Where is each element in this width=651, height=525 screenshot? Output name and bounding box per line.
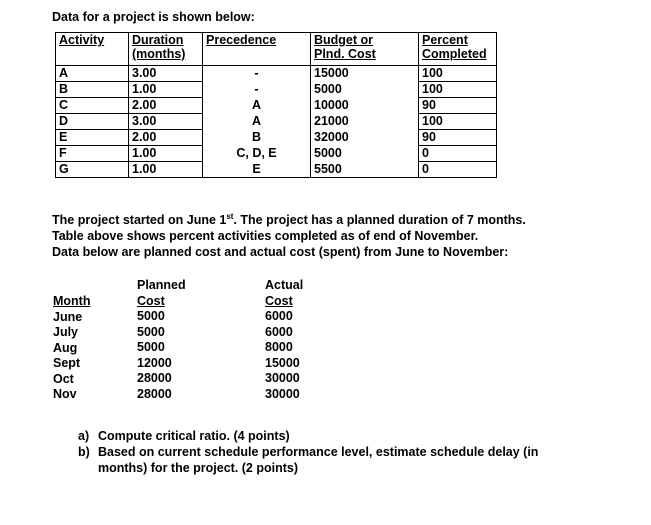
question-b-label: b) bbox=[78, 445, 90, 459]
cell-precedence: C, D, E bbox=[203, 146, 311, 162]
paragraph-line-3: Data below are planned cost and actual cost (spent) from June to November: bbox=[52, 245, 509, 259]
month-cell: July bbox=[53, 325, 79, 339]
header-percent: Percent Completed bbox=[419, 33, 497, 66]
description-paragraph bbox=[52, 212, 526, 260]
actual-cell: 6000 bbox=[265, 309, 293, 323]
table-row bbox=[56, 98, 497, 114]
planned-cell: 28000 bbox=[137, 371, 172, 385]
cell-budget: 5000 bbox=[311, 146, 419, 162]
question-a-label: a) bbox=[78, 429, 90, 443]
table-row bbox=[56, 162, 497, 178]
cell-budget: 21000 bbox=[311, 114, 419, 130]
table-header-row bbox=[56, 33, 497, 66]
month-cell: Sept bbox=[53, 356, 81, 370]
table-row bbox=[56, 82, 497, 98]
cell-precedence: B bbox=[203, 130, 311, 146]
month-cell: Oct bbox=[53, 371, 74, 386]
table-row bbox=[56, 114, 497, 130]
paragraph-line-1: The project started on June 1st. The project has a planned duration of 7 months. bbox=[52, 211, 526, 227]
cell-budget: 5000 bbox=[311, 82, 419, 98]
cell-percent: 100 bbox=[419, 66, 497, 82]
cell-percent: 90 bbox=[419, 98, 497, 114]
planned-cell: 5000 bbox=[137, 309, 165, 323]
cell-precedence: E bbox=[203, 162, 311, 178]
cell-percent: 100 bbox=[419, 82, 497, 98]
actual-cell: 6000 bbox=[265, 324, 293, 339]
planned-cost-column bbox=[137, 278, 186, 402]
table-row bbox=[56, 66, 497, 82]
month-cell: June bbox=[53, 309, 83, 324]
cell-precedence: - bbox=[203, 82, 311, 98]
question-b-continuation: months) for the project. (2 points) bbox=[98, 461, 298, 475]
cell-budget: 10000 bbox=[311, 98, 419, 114]
cell-budget: 15000 bbox=[311, 66, 419, 82]
cell-activity: E bbox=[56, 130, 129, 146]
question-b bbox=[78, 444, 538, 460]
actual-cell: 30000 bbox=[265, 386, 300, 401]
month-cell: Aug bbox=[53, 340, 78, 355]
month-column bbox=[53, 294, 90, 403]
activity-table bbox=[55, 32, 497, 178]
cell-precedence: - bbox=[203, 66, 311, 82]
table-row bbox=[56, 130, 497, 146]
planned-header-line-1: Planned bbox=[137, 278, 186, 292]
actual-header-line-1: Actual bbox=[265, 278, 304, 292]
header-duration: Duration (months) bbox=[129, 33, 203, 66]
header-activity: Activity bbox=[56, 33, 129, 66]
question-a-text: Compute critical ratio. (4 points) bbox=[98, 429, 290, 443]
cell-activity: B bbox=[56, 82, 129, 98]
cell-percent: 0 bbox=[419, 146, 497, 162]
planned-cell: 5000 bbox=[137, 324, 165, 339]
cell-percent: 0 bbox=[419, 162, 497, 178]
actual-cell: 8000 bbox=[265, 340, 293, 354]
cell-activity: C bbox=[56, 98, 129, 114]
actual-cost-column bbox=[265, 278, 303, 402]
paragraph-line-2: Table above shows percent activities completed as of end of November. bbox=[52, 229, 479, 243]
cell-duration: 1.00 bbox=[129, 82, 203, 98]
cell-duration: 2.00 bbox=[129, 98, 203, 114]
questions-list bbox=[78, 428, 538, 476]
cell-precedence: A bbox=[203, 98, 311, 114]
cell-duration: 1.00 bbox=[129, 162, 203, 178]
planned-cell: 28000 bbox=[137, 386, 172, 401]
cell-percent: 100 bbox=[419, 114, 497, 130]
planned-cell: 12000 bbox=[137, 355, 172, 370]
question-b-text-1: Based on current schedule performance level, estimate schedule delay (in bbox=[98, 445, 539, 459]
question-a bbox=[78, 428, 538, 444]
cell-duration: 3.00 bbox=[129, 66, 203, 82]
cell-duration: 1.00 bbox=[129, 146, 203, 162]
cell-budget: 5500 bbox=[311, 162, 419, 178]
actual-cell: 15000 bbox=[265, 355, 300, 370]
cell-precedence: A bbox=[203, 114, 311, 130]
planned-header-line-2: Cost bbox=[137, 293, 165, 308]
cell-activity: G bbox=[56, 162, 129, 178]
table-row bbox=[56, 146, 497, 162]
cell-duration: 2.00 bbox=[129, 130, 203, 146]
cell-activity: D bbox=[56, 114, 129, 130]
month-cell: Nov bbox=[53, 387, 77, 401]
month-header: Month bbox=[53, 294, 91, 308]
header-precedence: Precedence bbox=[203, 33, 311, 66]
cell-budget: 32000 bbox=[311, 130, 419, 146]
actual-cell: 30000 bbox=[265, 371, 300, 385]
cell-activity: F bbox=[56, 146, 129, 162]
intro-text: Data for a project is shown below: bbox=[52, 10, 255, 24]
actual-header-line-2: Cost bbox=[265, 293, 293, 308]
cell-activity: A bbox=[56, 66, 129, 82]
header-budget: Budget or Plnd. Cost bbox=[311, 33, 419, 66]
planned-cell: 5000 bbox=[137, 340, 165, 354]
cell-duration: 3.00 bbox=[129, 114, 203, 130]
cell-percent: 90 bbox=[419, 130, 497, 146]
